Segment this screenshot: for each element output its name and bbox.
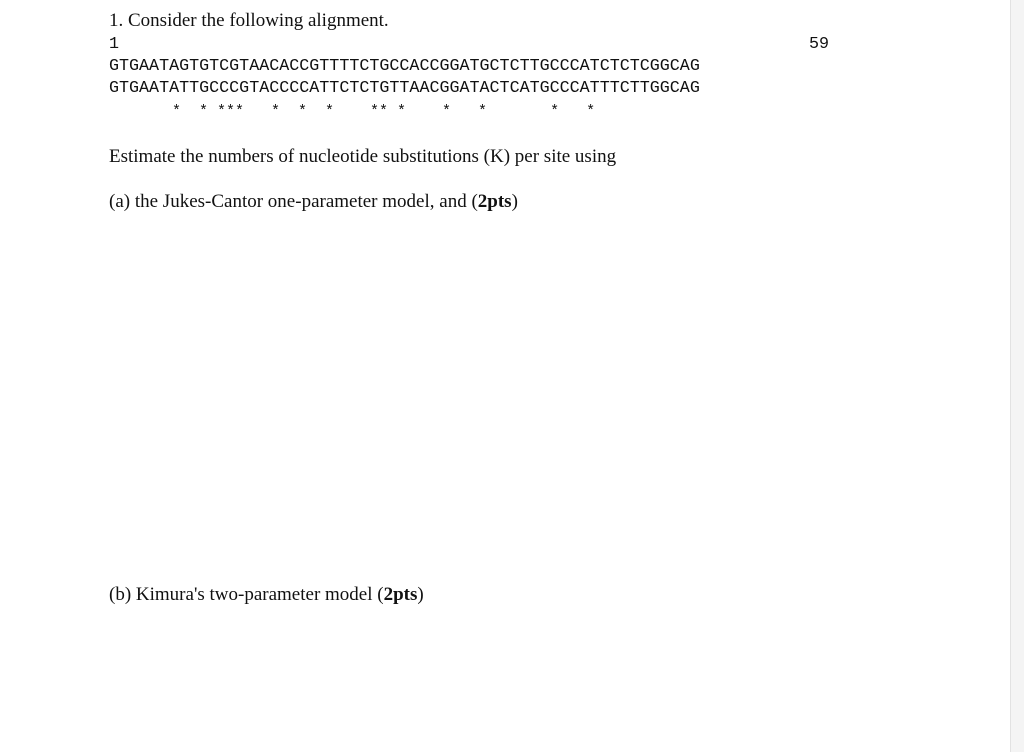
- alignment-sequence-1: GTGAATAGTGTCGTAACACCGTTTTCTGCCACCGGATGCTCTTGCCCATCTCTCGGCAG: [109, 57, 700, 76]
- question-prompt: Estimate the numbers of nucleotide substitutions (K) per site using: [109, 146, 617, 167]
- part-a-text: (a) the Jukes-Cantor one-parameter model, and (: [109, 191, 478, 212]
- question-part-b: [109, 584, 424, 606]
- alignment-end-position: 59: [809, 35, 830, 54]
- part-a-points: 2pts: [477, 191, 512, 212]
- alignment-start-position: 1: [109, 35, 120, 54]
- part-b-points: 2pts: [383, 584, 418, 605]
- alignment-difference-markers: * * *** * * * ** * * * * *: [109, 103, 650, 120]
- part-a-close: ): [511, 191, 518, 212]
- alignment-sequence-2: GTGAATATTGCCCGTACCCCATTCTCTGTTAACGGATACTCATGCCCATTTCTTGGCAG: [109, 79, 700, 98]
- page-scroll-gutter[interactable]: [1010, 0, 1024, 752]
- question-title: 1. Consider the following alignment.: [109, 10, 389, 31]
- question-part-a: [109, 191, 518, 213]
- part-b-text: (b) Kimura's two-parameter model (: [109, 584, 384, 605]
- part-b-close: ): [417, 584, 424, 605]
